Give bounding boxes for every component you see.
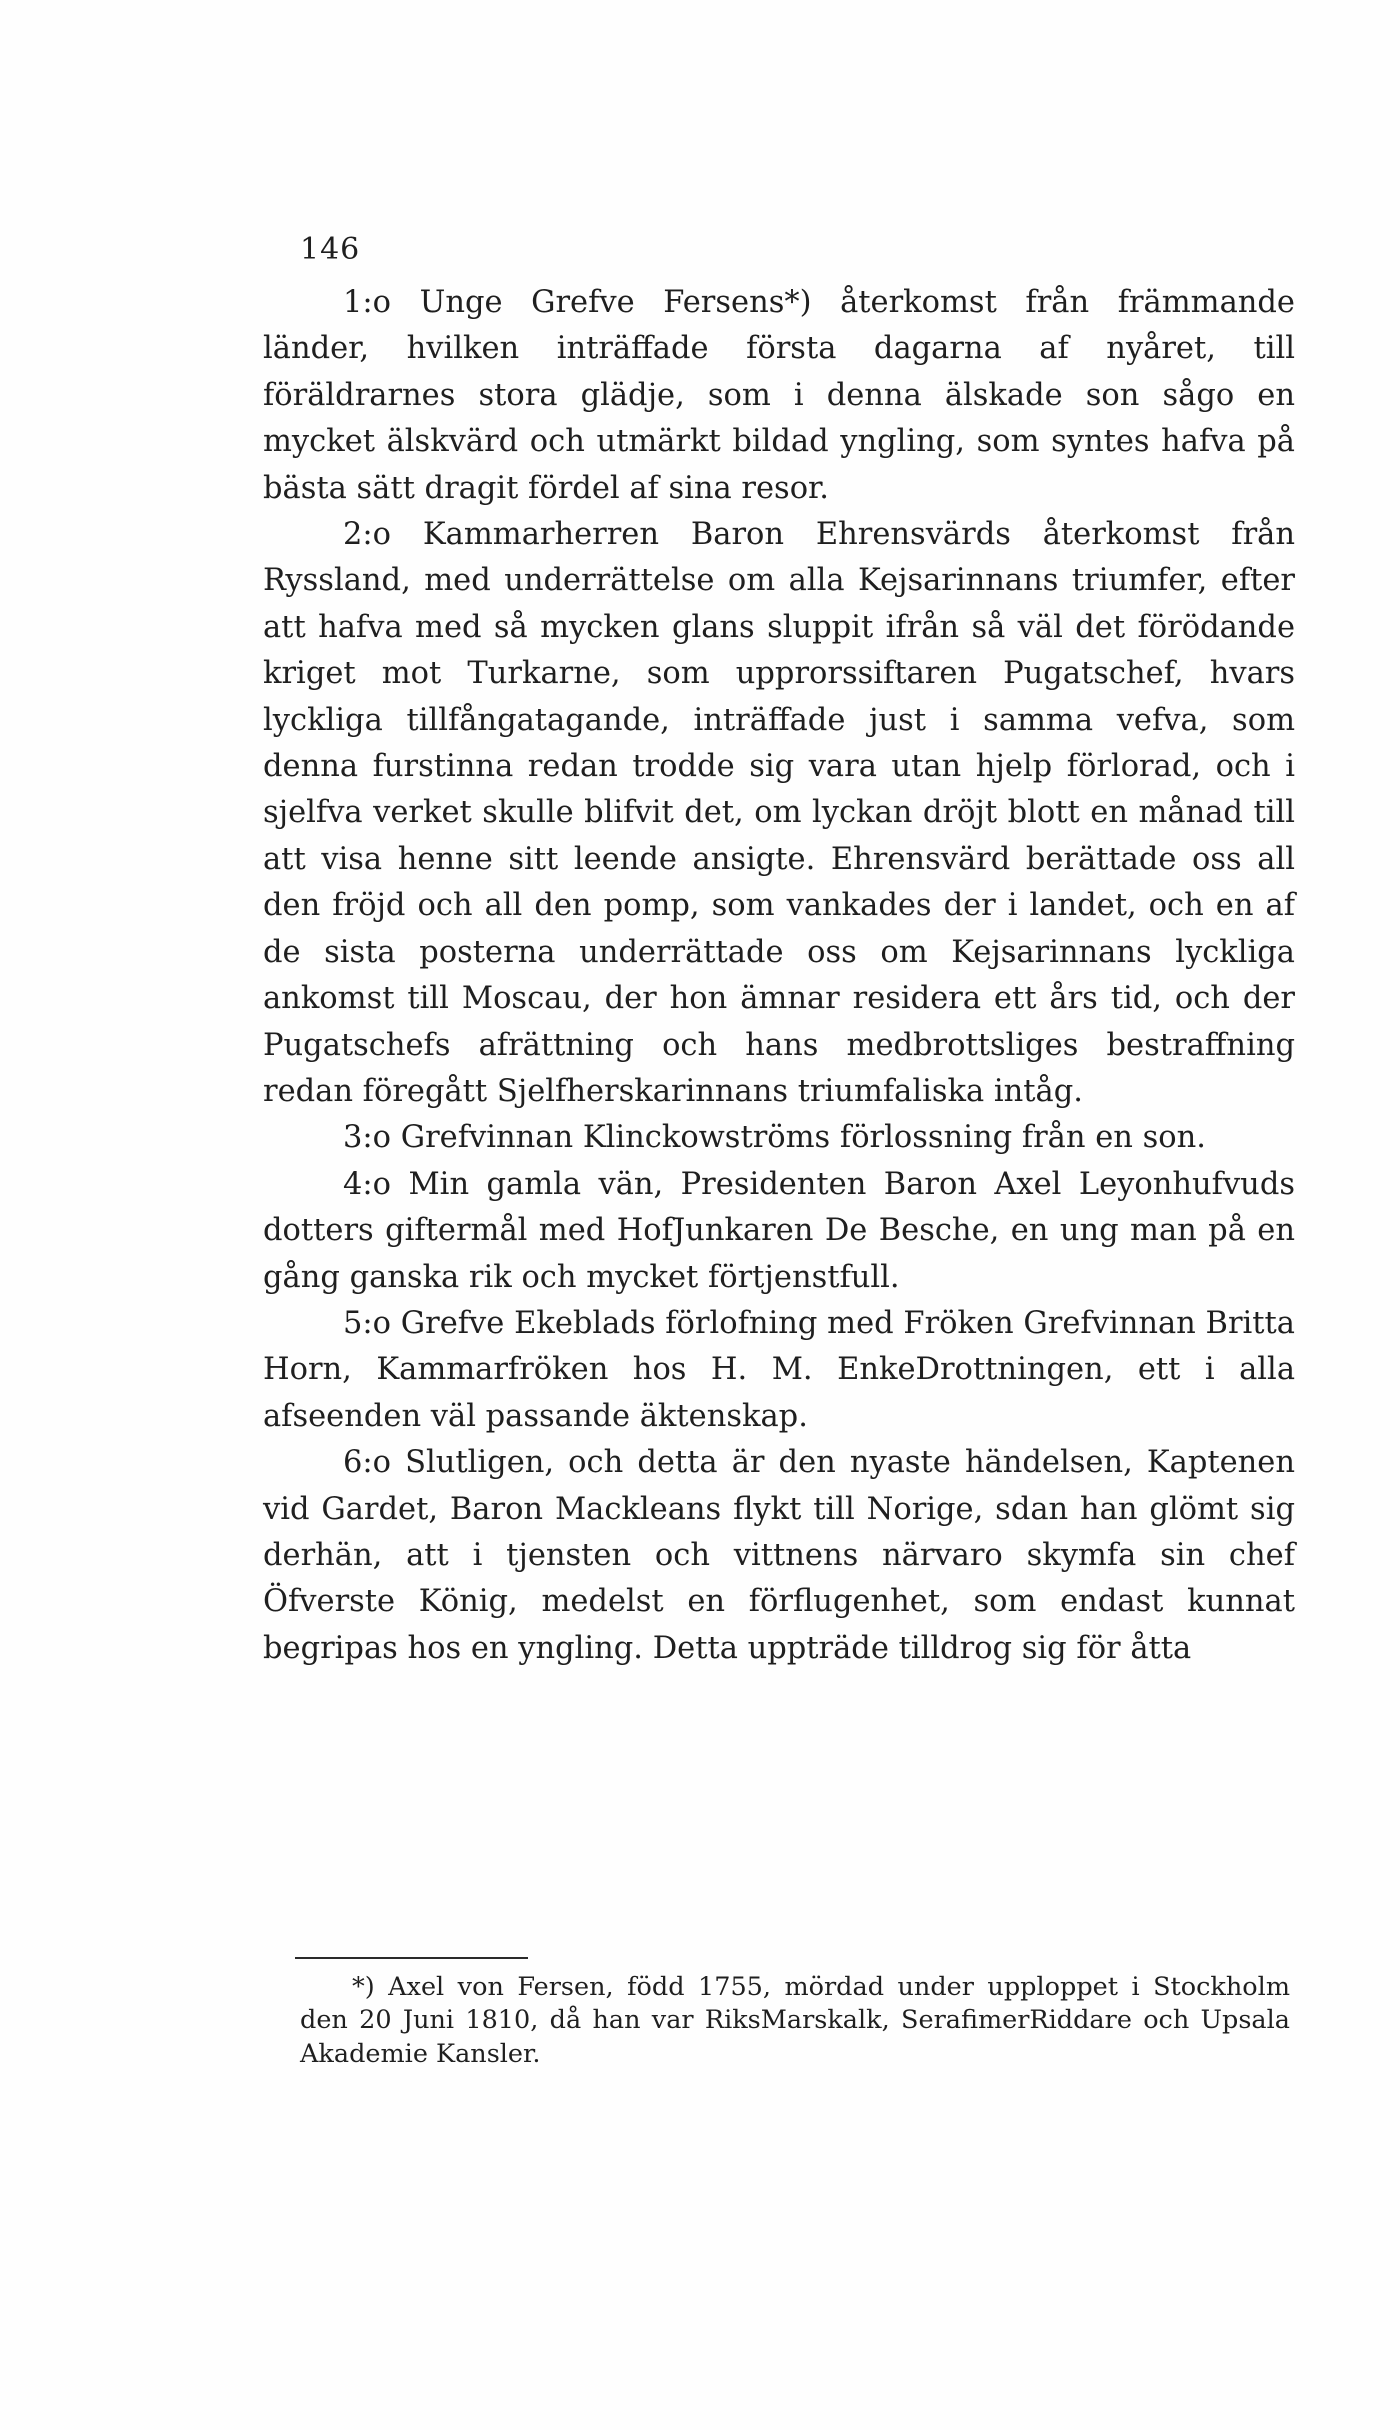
page-number: 146 [300,232,361,267]
paragraph-1: 1:o Unge Grefve Fersens*) återkomst från främmande länder, hvilken inträffade första dagarna af nyåret, till föräldrarnes stora glädje, som i denna älskade son sågo en mycket älskvärd och utmärkt bildad yngling, som syntes hafva på bästa sätt dragit fördel af sina resor. [263,285,1295,506]
footnote: *) Axel von Fersen, född 1755, mördad under upploppet i Stockholm den 20 Juni 1810, då han var RiksMarskalk, SerafimerRiddare och Upsala Akademie Kansler. [300,1972,1290,2069]
paragraph-5: 5:o Grefve Ekeblads förlofning med Fröken Grefvinnan Britta Horn, Kammarfröken hos H. M. EnkeDrottningen, ett i alla afseenden väl passande äktenskap. [263,1305,1295,1434]
paragraph-4: 4:o Min gamla vän, Presidenten Baron Axel Leyonhufvuds dotters giftermål med HofJunkaren De Besche, en ung man på en gång ganska rik och mycket förtjenstfull. [263,1166,1295,1295]
body-text [263,280,1295,1672]
footnote-divider [295,1957,528,1959]
paragraph-2: 2:o Kammarherren Baron Ehrensvärds återkomst från Ryssland, med underrättelse om alla Kejsarinnans triumfer, efter att hafva med så mycken glans sluppit ifrån så väl det förödande kriget mot Turkarne, som upprorssiftaren Pugatschef, hvars lyckliga tillfångatagande, inträffade just i samma vefva, som denna furstinna redan trodde sig vara utan hjelp förlorad, och i sjelfva verket skulle blifvit det, om lyckan dröjt blott en månad till att visa henne sitt leende ansigte. Ehrensvärd berättade oss all den fröjd och all den pomp, som vankades der i landet, och en af de sista posterna underrättade oss om Kejsarinnans lyckliga ankomst till Moscau, der hon ämnar residera ett års tid, och der Pugatschefs afrättning och hans medbrottsliges bestraffning redan föregått Sjelfherskarinnans triumfaliska intåg. [263,517,1295,1109]
paragraph-6: 6:o Slutligen, och detta är den nyaste händelsen, Kaptenen vid Gardet, Baron Mackleans flykt till Norige, sdan han glömt sig derhän, att i tjensten och vittnens närvaro skymfa sin chef Öfverste König, medelst en förflugenhet, som endast kunnat begripas hos en yngling. Detta uppträde tilldrog sig för åtta [263,1445,1295,1666]
paragraph-3: 3:o Grefvinnan Klinckowströms förlossning från en son. [343,1120,1206,1156]
